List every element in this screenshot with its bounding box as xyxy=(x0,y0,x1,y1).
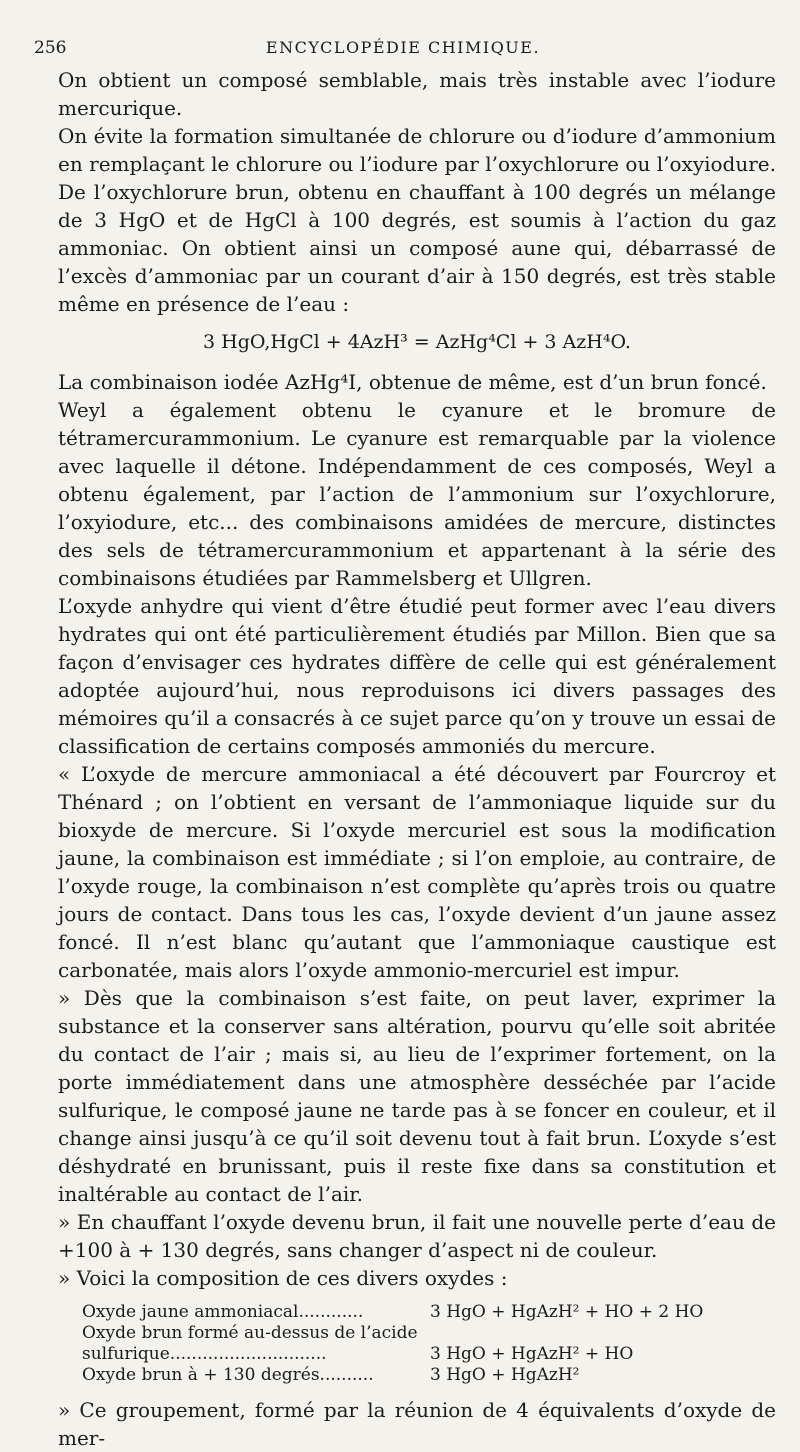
table-row xyxy=(82,1302,776,1323)
table-label: Oxyde jaune ammoniacal............ xyxy=(82,1302,364,1322)
running-title: ENCYCLOPÉDIE CHIMIQUE. xyxy=(265,38,541,57)
chemical-equation: 3 HgO,HgCl + 4AzH³ = AzHg⁴Cl + 3 AzH⁴O. xyxy=(203,331,631,353)
table-row xyxy=(82,1323,776,1344)
table-formula: 3 HgO + HgAzH² + HO + 2 HO xyxy=(430,1302,704,1322)
page-number: 256 xyxy=(34,38,67,58)
page-body xyxy=(58,66,776,1452)
table-label: Oxyde brun formé au-dessus de l’acide xyxy=(82,1323,418,1343)
table-formula: 3 HgO + HgAzH² xyxy=(430,1365,580,1385)
paragraph: On évite la formation simultanée de chlorure ou d’iodure d’ammonium en remplaçant le chlorure ou l’iodure par l’oxychlorure ou l’oxyiodure. De l’oxychlorure brun, obtenu en chauffant à 100 degrés un mélange de 3 HgO et de HgCl à 100 degrés, est soumis à l’action du gaz ammoniac. On obtient ainsi un composé aune qui, débarrassé de l’excès d’ammoniac par un courant d’air à 150 degrés, est très stable même en présence de l’eau : xyxy=(58,124,776,316)
table-formula xyxy=(418,1323,430,1344)
paragraph: » Ce groupement, formé par la réunion de 4 équivalents d’oxyde de mer- xyxy=(58,1398,776,1450)
paragraph: » Dès que la combinaison s’est faite, on peut laver, exprimer la substance et la conserver sans altération, pourvu qu’elle soit abritée du contact de l’air ; mais si, au lieu de l’exprimer fortement, on la porte immédiatement dans une atmosphère desséchée par l’acide sulfurique, le composé jaune ne tarde pas à se foncer en couleur, et il change ainsi jusqu’à ce qu’il soit devenu tout à fait brun. L’oxyde s’est déshydraté en brunissant, puis il reste fixe dans sa constitution et inaltérable au contact de l’air. xyxy=(58,986,776,1206)
page-header xyxy=(34,38,772,60)
paragraph: On obtient un composé semblable, mais très instable avec l’iodure mercurique. xyxy=(58,68,776,120)
table-row xyxy=(82,1365,776,1386)
paragraph: » Voici la composition de ces divers oxydes : xyxy=(58,1266,508,1290)
paragraph: Weyl a également obtenu le cyanure et le bromure de tétramercurammonium. Le cyanure est remarquable par la violence avec laquelle il détone. Indépendamment de ces composés, Weyl a obtenu également, par l’action de l’ammonium sur l’oxychlorure, l’oxyiodure, etc... des combinaisons amidées de mercure, distinctes des sels de tétramercurammonium et appartenant à la série des combinaisons étudiées par Rammelsberg et Ullgren. xyxy=(58,398,776,590)
paragraph: La combinaison iodée AzHg⁴I, obtenue de même, est d’un brun foncé. xyxy=(58,370,767,394)
table-row xyxy=(82,1344,776,1365)
paragraph: « L’oxyde de mercure ammoniacal a été découvert par Fourcroy et Thénard ; on l’obtient en versant de l’ammoniaque liquide sur du bioxyde de mercure. Si l’oxyde mercuriel est sous la modification jaune, la combinaison est immédiate ; si l’on emploie, au contraire, de l’oxyde rouge, la combinaison n’est complète qu’après trois ou quatre jours de contact. Dans tous les cas, l’oxyde devient d’un jaune assez foncé. Il n’est blanc qu’autant que l’ammoniaque caustique est carbonatée, mais alors l’oxyde ammonio-mercuriel est impur. xyxy=(58,762,776,982)
paragraph: L’oxyde anhydre qui vient d’être étudié peut former avec l’eau divers hydrates qui ont été particulièrement étudiés par Millon. Bien que sa façon d’envisager ces hydrates diffère de celle qui est généralement adoptée aujourd’hui, nous reproduisons ici divers passages des mémoires qu’il a consacrés à ce sujet parce qu’on y trouve un essai de classification de certains composés ammoniés du mercure. xyxy=(58,594,776,758)
table-label: Oxyde brun à + 130 degrés.......... xyxy=(82,1365,374,1385)
table-label: sulfurique............................. xyxy=(82,1344,327,1364)
paragraph: » En chauffant l’oxyde devenu brun, il fait une nouvelle perte d’eau de +100 à + 130 degrés, sans changer d’aspect ni de couleur. xyxy=(58,1210,776,1262)
composition-table xyxy=(82,1302,776,1386)
table-formula: 3 HgO + HgAzH² + HO xyxy=(430,1344,634,1364)
